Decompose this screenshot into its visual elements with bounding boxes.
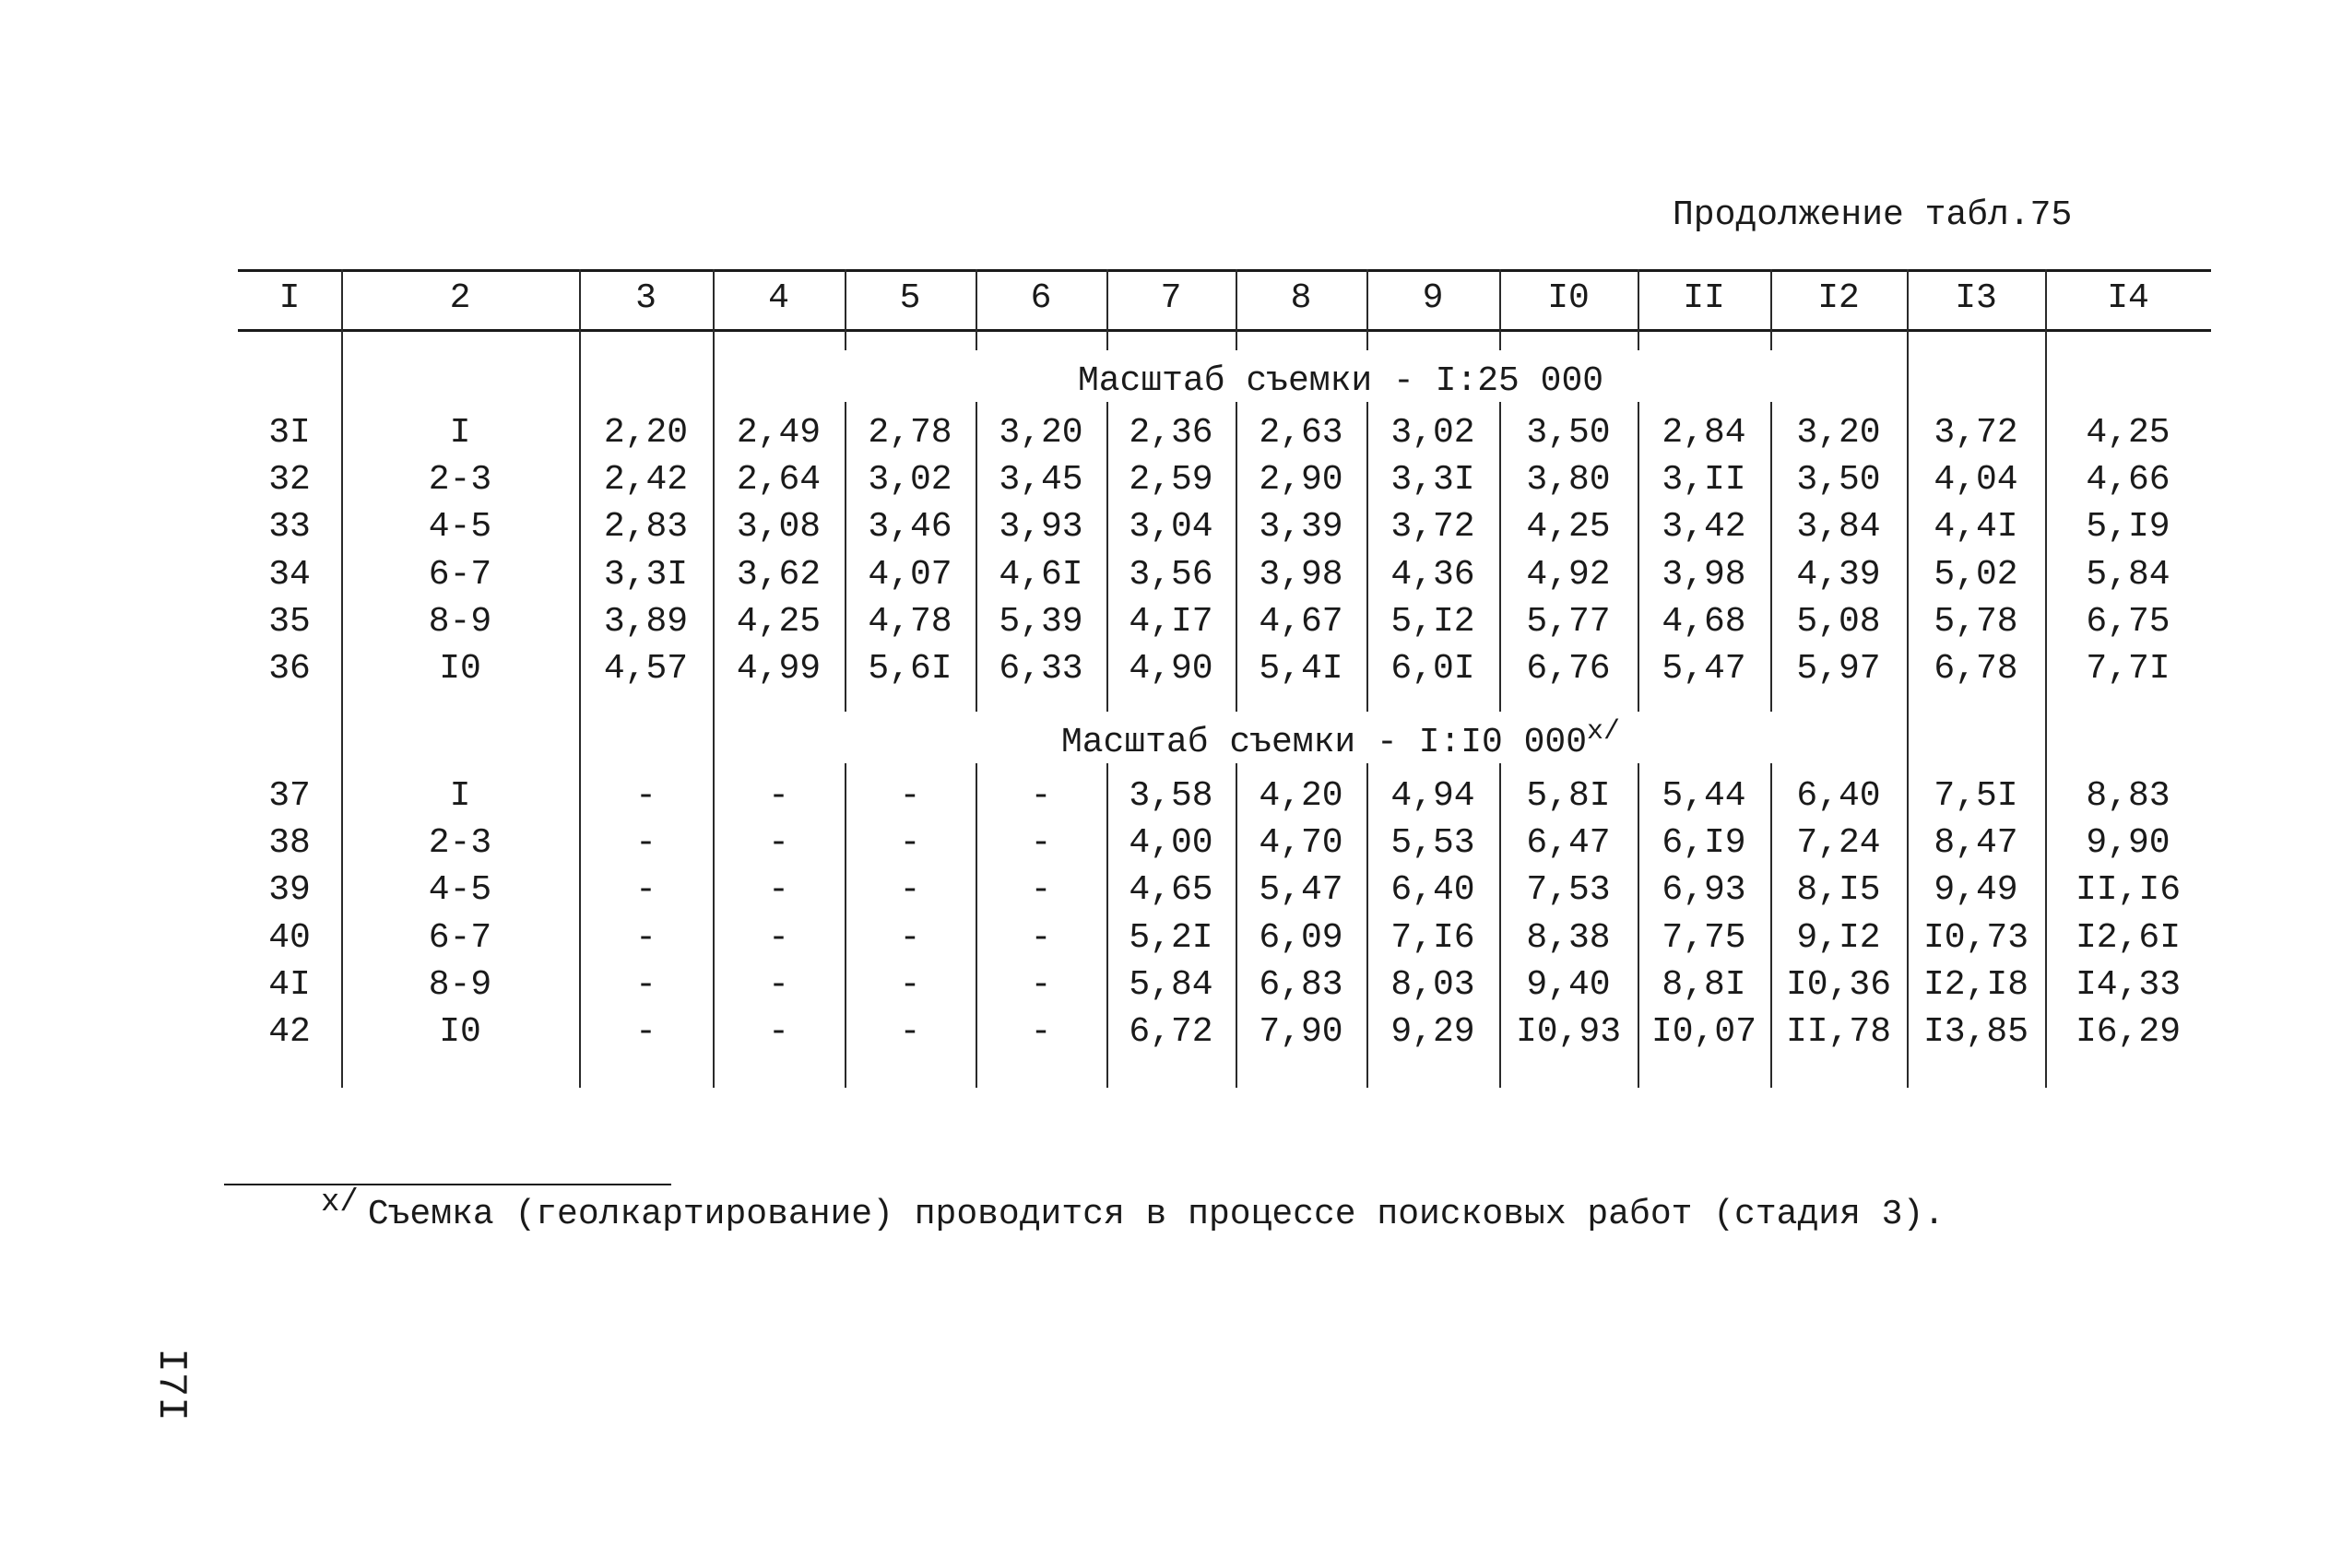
table-cell: 6-7 [428,554,492,595]
section-title-text: Масштаб съемки - I:25 000 [1077,361,1604,401]
table-cell: 5,08 [1796,601,1881,642]
table-cell: 4,39 [1796,554,1881,595]
footnote-separator [224,1184,671,1185]
table-cell: 6,09 [1259,917,1343,958]
column-header: I2 [1817,278,1860,318]
table-cell: I [449,776,471,816]
table-cell: 4,I7 [1129,601,1213,642]
table-cell: 4,92 [1526,554,1611,595]
table-cell: 8-9 [428,964,492,1005]
table-cell: 5,4I [1259,649,1343,689]
table-cell: 3,3I [1390,460,1475,501]
page-number: I7I [148,1348,194,1421]
table-cell: 4,68 [1662,601,1746,642]
table-cell: 2,36 [1129,413,1213,453]
table-cell: 9,40 [1526,964,1611,1005]
table-header-rule [238,329,2211,332]
table-cell: 8,38 [1526,917,1611,958]
column-header: 6 [1030,278,1052,318]
column-header: II [1683,278,1725,318]
table-cell: 7,90 [1259,1012,1343,1052]
table-cell: 2-3 [428,460,492,501]
table-cell: - [635,1012,656,1052]
table-cell: 6,0I [1390,649,1475,689]
table-cell: 3,3I [603,554,689,595]
table-cell: 4,25 [1526,507,1611,548]
table-cell: - [899,1012,921,1052]
column-header: 4 [768,278,789,318]
table-cell: 6,83 [1259,964,1343,1005]
table-cell: 4,6I [999,554,1083,595]
table-cell: 9,29 [1390,1012,1475,1052]
table-cell: I2,I8 [1922,964,2029,1005]
table-cell: 4-5 [428,507,492,548]
table-cell: 4,07 [868,554,952,595]
table-cell: 4,04 [1934,460,2018,501]
table-cell: 8,47 [1934,823,2018,864]
table-cell: 5,8I [1526,776,1611,816]
section-title [841,712,1840,763]
table-cell: 2,63 [1259,413,1343,453]
table-cell: 4,67 [1259,601,1343,642]
table-cell: 3,45 [999,460,1083,501]
table-cell: II,78 [1785,1012,1892,1052]
table-cell: - [899,964,921,1005]
table-cell: 5,6I [868,649,952,689]
table-cell: 8,I5 [1796,870,1881,911]
table-cell: - [899,917,921,958]
table-cell: 3,98 [1259,554,1343,595]
table-cell: 6,75 [2086,601,2170,642]
table-cell: 5,84 [1129,964,1213,1005]
table-cell: - [1030,1012,1052,1052]
table-cell: 3,46 [868,507,952,548]
table-cell: 3,50 [1796,460,1881,501]
table-cell: 4,4I [1934,507,2018,548]
table-cell: 4,20 [1259,776,1343,816]
table-cell: - [1030,964,1052,1005]
table-cell: 4-5 [428,870,492,911]
table-cell: 4,25 [2086,413,2170,453]
table-cell: - [768,823,789,864]
table-cell: 36 [268,649,311,689]
table-cell: 2,83 [603,507,689,548]
table-cell: - [768,776,789,816]
table-cell: I0 [439,1012,481,1052]
table-cell: 2,84 [1662,413,1746,453]
table-top-rule [238,269,2211,272]
table-cell: 5,44 [1662,776,1746,816]
table-cell: 4,70 [1259,823,1343,864]
table-cell: 4,94 [1390,776,1475,816]
column-header: I4 [2107,278,2149,318]
table-cell: I0 [439,649,481,689]
table-cell: 4,57 [603,649,689,689]
table-cell: 6,72 [1129,1012,1213,1052]
column-header: 5 [899,278,921,318]
table-cell: 5,47 [1662,649,1746,689]
table-cell: 7,7I [2086,649,2170,689]
table-cell: 9,49 [1934,870,2018,911]
footnote-mark: x/ [321,1185,359,1220]
table-cell: 7,5I [1934,776,2018,816]
table-cell: 4,00 [1129,823,1213,864]
table-cell: 4,36 [1390,554,1475,595]
table-continuation-label: Продолжение табл.75 [1673,195,2073,235]
table-cell: 6,78 [1934,649,2018,689]
table-cell: - [635,776,656,816]
table-cell: 2,59 [1129,460,1213,501]
table-cell: 3,80 [1526,460,1611,501]
table-cell: 2,20 [603,413,689,453]
table-cell: 5,I9 [2086,507,2170,548]
table-cell: I0,93 [1515,1012,1622,1052]
table-cell: 4,25 [736,601,822,642]
table-cell: 3,89 [603,601,689,642]
table-cell: 5,84 [2086,554,2170,595]
table-cell: 5,97 [1796,649,1881,689]
column-header: I3 [1955,278,1997,318]
table-cell: 5,77 [1526,601,1611,642]
table-cell: I0,07 [1650,1012,1757,1052]
table-cell: I2,6I [2075,917,2182,958]
table-cell: - [899,776,921,816]
table-cell: 5,02 [1934,554,2018,595]
table-cell: 2-3 [428,823,492,864]
table-cell: 6,76 [1526,649,1611,689]
table-cell: 3,II [1662,460,1746,501]
table-cell: - [635,870,656,911]
table-cell: 42 [268,1012,311,1052]
table-cell: 3,20 [1796,413,1881,453]
table-cell: 9,90 [2086,823,2170,864]
table-cell: 7,53 [1526,870,1611,911]
column-header: I [278,278,301,318]
table-cell: 7,24 [1796,823,1881,864]
table-cell: 4,78 [868,601,952,642]
table-cell: 38 [268,823,311,864]
table-cell: - [768,964,789,1005]
column-header: 9 [1422,278,1444,318]
table-cell: - [1030,917,1052,958]
column-header: 3 [635,278,656,318]
table-cell: - [1030,776,1052,816]
table-cell: 3,56 [1129,554,1213,595]
table-cell: 3,02 [1390,413,1475,453]
table-cell: - [635,964,656,1005]
table-cell: 3,62 [736,554,822,595]
table-cell: - [635,823,656,864]
table-cell: 5,I2 [1390,601,1475,642]
column-header: 8 [1290,278,1312,318]
table-cell: 37 [268,776,311,816]
section-title [841,350,1840,402]
table-cell: 5,2I [1129,917,1213,958]
table-cell: 3,08 [736,507,822,548]
table-cell: 8-9 [428,601,492,642]
section-title-text: Масштаб съемки - I:I0 000 [1060,723,1588,762]
table-cell: 5,53 [1390,823,1475,864]
table-cell: 3,72 [1934,413,2018,453]
table-cell: II,I6 [2075,870,2182,911]
section-footnote-mark: x/ [1587,716,1621,748]
table-cell: 7,75 [1662,917,1746,958]
table-cell: 4I [268,964,311,1005]
table-cell: 34 [268,554,311,595]
table-cell: 35 [268,601,311,642]
column-header: 2 [449,278,471,318]
table-cell: I6,29 [2075,1012,2182,1052]
table-cell: - [1030,823,1052,864]
table-cell: 8,83 [2086,776,2170,816]
table-cell: 3,02 [868,460,952,501]
table-cell: 3,42 [1662,507,1746,548]
table-cell: I0,73 [1922,917,2029,958]
table-cell: 2,90 [1259,460,1343,501]
table-cell: 3,50 [1526,413,1611,453]
table-cell: 40 [268,917,311,958]
table-cell: - [635,917,656,958]
table-cell: 3,04 [1129,507,1213,548]
table-cell: 3,72 [1390,507,1475,548]
table-cell: I4,33 [2075,964,2182,1005]
table-cell: I3,85 [1922,1012,2029,1052]
table-cell: 8,8I [1662,964,1746,1005]
table-cell: 3,84 [1796,507,1881,548]
table-cell: 5,39 [999,601,1083,642]
table-cell: - [768,917,789,958]
table-cell: 4,65 [1129,870,1213,911]
table-cell: - [1030,870,1052,911]
table-cell: 3,93 [999,507,1083,548]
table-cell: 4,66 [2086,460,2170,501]
table-cell: 4,90 [1129,649,1213,689]
table-cell: 3,58 [1129,776,1213,816]
table-cell: 9,I2 [1796,917,1881,958]
table-cell: 3,20 [999,413,1083,453]
table-cell: 6,40 [1796,776,1881,816]
table-cell: 2,78 [868,413,952,453]
table-cell: 3I [268,413,311,453]
table-cell: - [899,823,921,864]
table-cell: I0,36 [1785,964,1892,1005]
table-cell: 6,33 [999,649,1083,689]
table-cell: 3,39 [1259,507,1343,548]
table-cell: 6,47 [1526,823,1611,864]
table-cell: 6,93 [1662,870,1746,911]
table-cell: 32 [268,460,311,501]
table-cell: - [899,870,921,911]
table-cell: 7,I6 [1390,917,1475,958]
table-cell: 6,I9 [1662,823,1746,864]
table-cell: I [449,413,471,453]
table-cell: 3,98 [1662,554,1746,595]
footnote [321,1185,1946,1234]
table-cell: 6-7 [428,917,492,958]
footnote-text: Съемка (геолкартирование) проводится в процессе поисковых работ (стадия 3). [367,1195,1946,1234]
table-cell: 2,64 [736,460,822,501]
table-cell: 33 [268,507,311,548]
column-header: 7 [1160,278,1182,318]
table-cell: 5,47 [1259,870,1343,911]
table-cell: 6,40 [1390,870,1475,911]
table-cell: 5,78 [1934,601,2018,642]
table-cell: - [768,870,789,911]
table-cell: 4,99 [736,649,822,689]
table-cell: 39 [268,870,311,911]
table-cell: 2,49 [736,413,822,453]
table-cell: 8,03 [1390,964,1475,1005]
table-cell: 2,42 [603,460,689,501]
column-header: I0 [1547,278,1590,318]
table-cell: - [768,1012,789,1052]
